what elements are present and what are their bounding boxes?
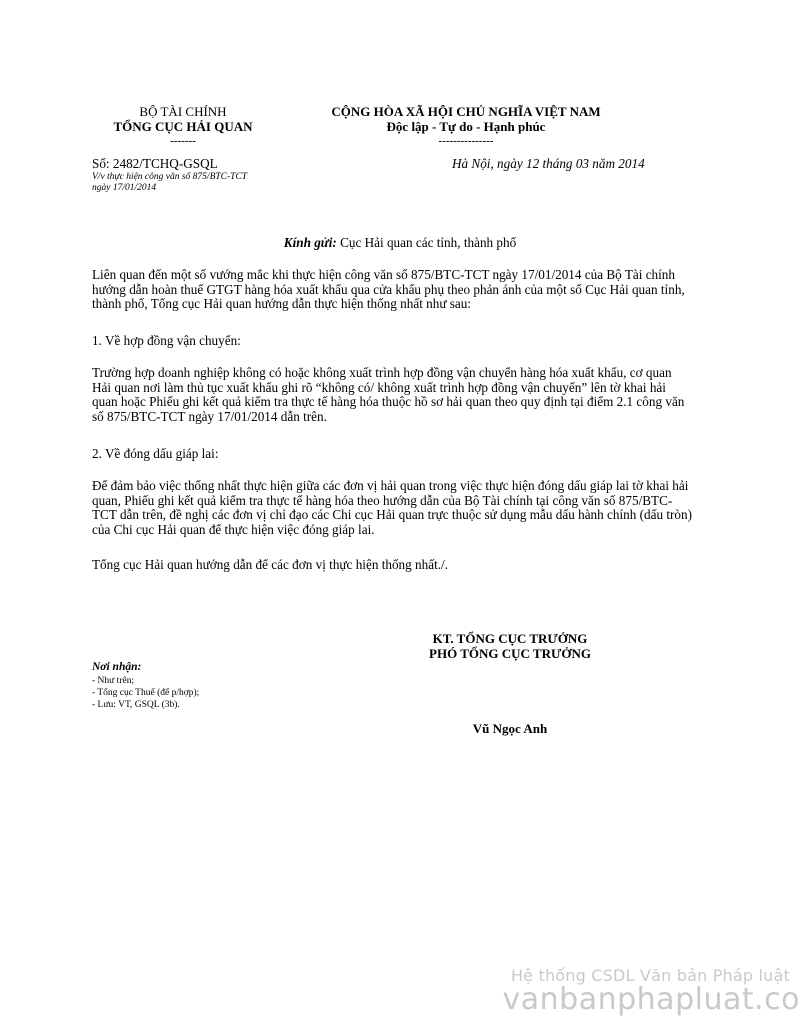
signature-title2: PHÓ TỔNG CỤC TRƯỞNG [429, 646, 591, 661]
right-header-rule: --------------- [438, 135, 494, 147]
issuing-ministry: BỘ TÀI CHÍNH [139, 104, 227, 119]
intro-paragraph: Liên quan đến một số vướng mắc khi thực hiện công văn số 875/BTC-TCT ngày 17/01/2014 của Bộ Tài chính hướng dẫn hoàn thuế GTGT hàng hóa xuất khẩu qua cửa khẩu phụ theo phản ánh của một số Cục Hải quan tỉnh, thành phố, Tổng cục Hải quan hướng dẫn thực hiện thống nhất như sau: [92, 267, 685, 311]
addressee-label: Kính gửi: [283, 235, 337, 250]
watermark-line1: Hệ thống CSDL Văn bản Pháp luật [510, 966, 790, 985]
recipient-item: - Lưu: VT, GSQL (3b). [92, 700, 180, 710]
issuing-agency: TỔNG CỤC HẢI QUAN [113, 119, 253, 134]
signature-title1: KT. TỔNG CỤC TRƯỞNG [432, 631, 588, 646]
document-subject-line1: V/v thực hiện công văn số 875/BTC-TCT [92, 172, 248, 182]
national-motto: Độc lập - Tự do - Hạnh phúc [386, 119, 546, 134]
addressee [0, 236, 800, 251]
recipient-item: - Như trên; [92, 676, 135, 686]
left-header-rule: ------- [170, 135, 196, 147]
national-title: CỘNG HÒA XÃ HỘI CHỦ NGHĨA VIỆT NAM [331, 104, 601, 119]
signer-name: Vũ Ngọc Anh [472, 721, 548, 736]
section2-paragraph: Để đảm bảo việc thống nhất thực hiện giữa các đơn vị hải quan trong việc thực hiện đóng dấu giáp lai tờ khai hải quan, Phiếu ghi kết quả kiểm tra thực tế hàng hóa theo hướng dẫn của Bộ Tài chính tại công văn số 875/BTC-TCT dẫn trên, đề nghị các đơn vị chỉ đạo các Chi cục Hải quan trực thuộc sử dụng mẫu dấu hành chính (dấu tròn) của Chi cục Hải quan để thực hiện việc đóng giáp lai. [92, 478, 692, 537]
section1-title: 1. Về hợp đồng vận chuyển: [92, 333, 241, 348]
section1-paragraph: Trường hợp doanh nghiệp không có hoặc không xuất trình hợp đồng vận chuyển hàng hóa xuất khẩu, cơ quan Hải quan nơi làm thủ tục xuất khẩu ghi rõ “không có/ không xuất trình hợp đồng vận chuyển” lên tờ khai hải quan hoặc Phiếu ghi kết quả kiểm tra thực tế hàng hóa thuộc hồ sơ hải quan theo quy định tại điểm 2.1 công văn số 875/BTC-TCT ngày 17/01/2014 dẫn trên. [92, 365, 685, 424]
recipients-list [92, 675, 199, 711]
document-subject-line2: ngày 17/01/2014 [92, 183, 157, 193]
place-date: Hà Nội, ngày 12 tháng 03 năm 2014 [452, 156, 645, 171]
closing-paragraph: Tổng cục Hải quan hướng dẫn để các đơn vị thực hiện thống nhất./. [92, 557, 449, 572]
section2-title: 2. Về đóng dấu giáp lai: [92, 446, 219, 461]
watermark-line2: vanbanphapluat.co [502, 982, 800, 1017]
recipients-title: Nơi nhận: [92, 661, 142, 673]
addressee-value: Cục Hải quan các tỉnh, thành phố [336, 235, 517, 250]
document-number: Số: 2482/TCHQ-GSQL [92, 156, 218, 171]
recipient-item: - Tổng cục Thuế (để p/hợp); [92, 688, 200, 698]
